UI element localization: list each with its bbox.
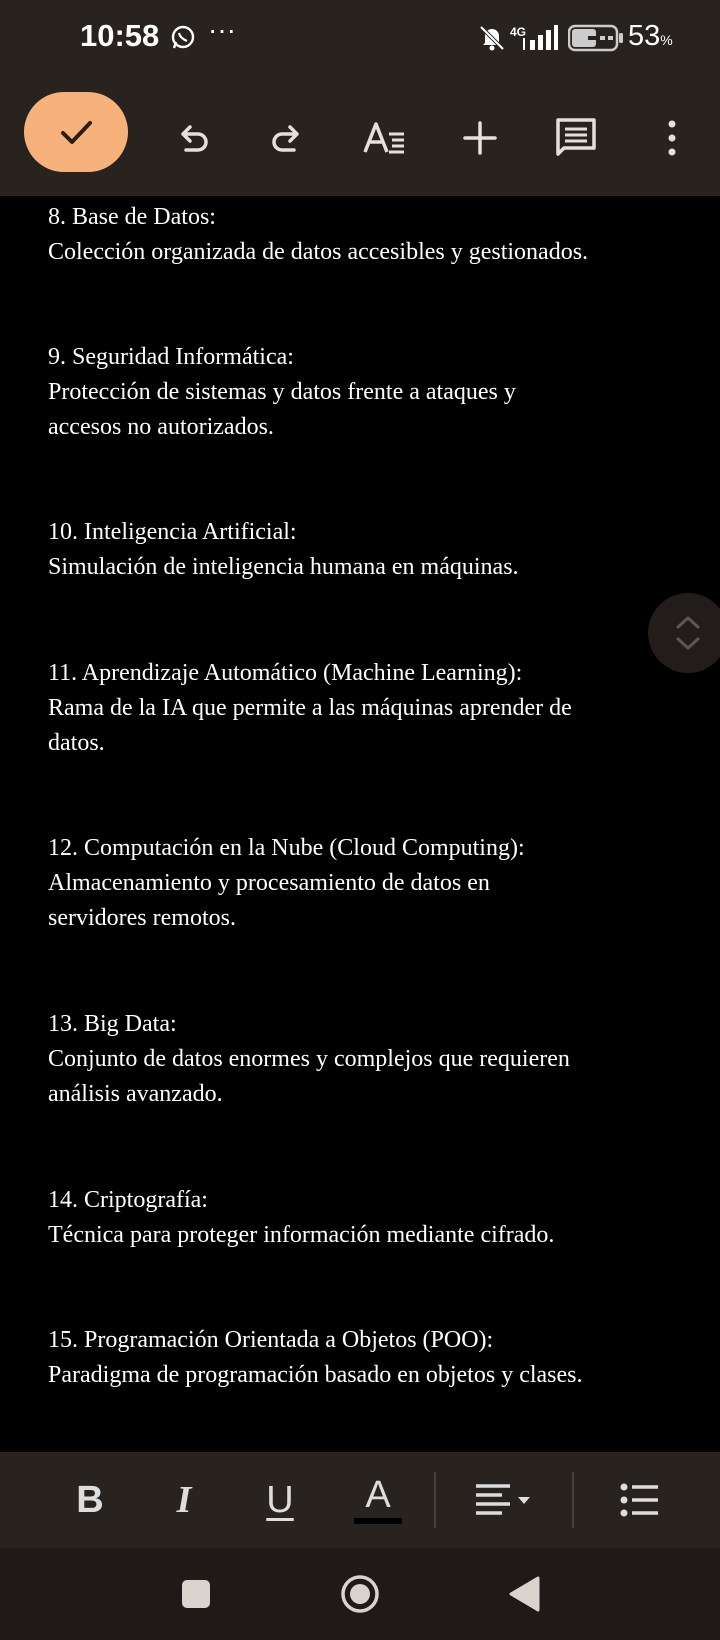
toolbar-divider bbox=[434, 1472, 436, 1528]
entry-text: Paradigma de programación basado en objetos y clases. bbox=[48, 1362, 583, 1388]
text-format-icon bbox=[362, 118, 406, 158]
whatsapp-icon bbox=[170, 24, 196, 55]
back-icon bbox=[508, 1576, 540, 1612]
entry-title: 15. Programación Orientada a Objetos (POO): bbox=[48, 1327, 494, 1353]
battery-percent bbox=[628, 20, 673, 53]
status-bar bbox=[0, 0, 720, 80]
list-button[interactable] bbox=[604, 1452, 676, 1548]
entry-text: Simulación de inteligencia humana en máquinas. bbox=[48, 554, 519, 580]
entry-10[interactable] bbox=[48, 515, 688, 585]
redo-button[interactable] bbox=[252, 80, 324, 196]
entry-title: 8. Base de Datos: bbox=[48, 204, 216, 230]
entry-title: 9. Seguridad Informática: bbox=[48, 344, 294, 370]
chevron-up-down-icon bbox=[673, 611, 703, 655]
entry-text: datos. bbox=[48, 730, 105, 756]
entry-11[interactable] bbox=[48, 656, 688, 761]
more-vert-icon bbox=[666, 118, 678, 158]
entry-title: 13. Big Data: bbox=[48, 1011, 177, 1037]
recents-icon bbox=[181, 1579, 211, 1609]
done-button[interactable] bbox=[24, 92, 128, 172]
entry-text: Técnica para proteger información mediante cifrado. bbox=[48, 1222, 555, 1248]
battery-unit: % bbox=[660, 32, 673, 48]
underline-button[interactable]: U bbox=[266, 1478, 294, 1521]
entry-14[interactable] bbox=[48, 1183, 688, 1253]
entry-9[interactable] bbox=[48, 340, 688, 445]
toolbar-divider bbox=[572, 1472, 574, 1528]
entry-12[interactable] bbox=[48, 831, 688, 936]
bold-button[interactable]: B bbox=[76, 1478, 104, 1521]
mute-icon bbox=[478, 24, 506, 57]
entry-text: Almacenamiento y procesamiento de datos en bbox=[48, 870, 490, 896]
text-color-swatch bbox=[354, 1518, 402, 1524]
check-icon bbox=[56, 112, 96, 152]
entry-text: Colección organizada de datos accesibles y gestionados. bbox=[48, 239, 589, 265]
align-icon bbox=[474, 1480, 538, 1520]
system-nav-bar bbox=[0, 1548, 720, 1640]
back-button[interactable] bbox=[494, 1548, 554, 1640]
entry-title: 11. Aprendizaje Automático (Machine Learning): bbox=[48, 660, 523, 686]
document-body[interactable] bbox=[0, 196, 720, 1452]
recents-button[interactable] bbox=[166, 1548, 226, 1640]
italic-button[interactable]: I bbox=[176, 1479, 192, 1521]
text-format-button[interactable] bbox=[348, 80, 420, 196]
more-options-button[interactable] bbox=[636, 80, 708, 196]
add-icon bbox=[460, 118, 500, 158]
status-time: 10:58 bbox=[80, 18, 160, 53]
entry-text: accesos no autorizados. bbox=[48, 414, 274, 440]
entry-text: análisis avanzado. bbox=[48, 1081, 223, 1107]
network-type: 4G bbox=[510, 25, 527, 39]
editor-toolbar bbox=[0, 80, 720, 196]
battery-value: 53 bbox=[628, 20, 661, 52]
entry-text: servidores remotos. bbox=[48, 905, 236, 931]
text-color-button[interactable] bbox=[348, 1452, 408, 1548]
text-color-indicator bbox=[354, 1476, 402, 1524]
comment-icon bbox=[554, 116, 598, 160]
signal-icon bbox=[522, 24, 558, 57]
undo-button[interactable] bbox=[156, 80, 228, 196]
entry-8[interactable] bbox=[48, 200, 688, 270]
home-button[interactable] bbox=[330, 1548, 390, 1640]
format-toolbar bbox=[0, 1452, 720, 1548]
text-color-label: A bbox=[365, 1474, 391, 1516]
fast-scroll-handle[interactable] bbox=[648, 593, 720, 673]
undo-icon bbox=[172, 118, 212, 158]
list-icon bbox=[620, 1482, 660, 1518]
home-icon bbox=[340, 1574, 380, 1614]
comment-button[interactable] bbox=[540, 80, 612, 196]
entry-text: Rama de la IA que permite a las máquinas aprender de bbox=[48, 695, 572, 721]
entry-text: Conjunto de datos enormes y complejos que requieren bbox=[48, 1046, 570, 1072]
entry-13[interactable] bbox=[48, 1007, 688, 1112]
entry-title: 10. Inteligencia Artificial: bbox=[48, 519, 297, 545]
entry-text: Protección de sistemas y datos frente a ataques y bbox=[48, 379, 516, 405]
entry-title: 12. Computación en la Nube (Cloud Computing): bbox=[48, 835, 525, 861]
insert-button[interactable] bbox=[444, 80, 516, 196]
redo-icon bbox=[268, 118, 308, 158]
battery-saver-icon bbox=[568, 24, 624, 57]
entry-title: 14. Criptografía: bbox=[48, 1187, 208, 1213]
align-button[interactable] bbox=[466, 1452, 546, 1548]
status-overflow: ··· bbox=[208, 14, 236, 45]
entry-15[interactable] bbox=[48, 1323, 688, 1393]
